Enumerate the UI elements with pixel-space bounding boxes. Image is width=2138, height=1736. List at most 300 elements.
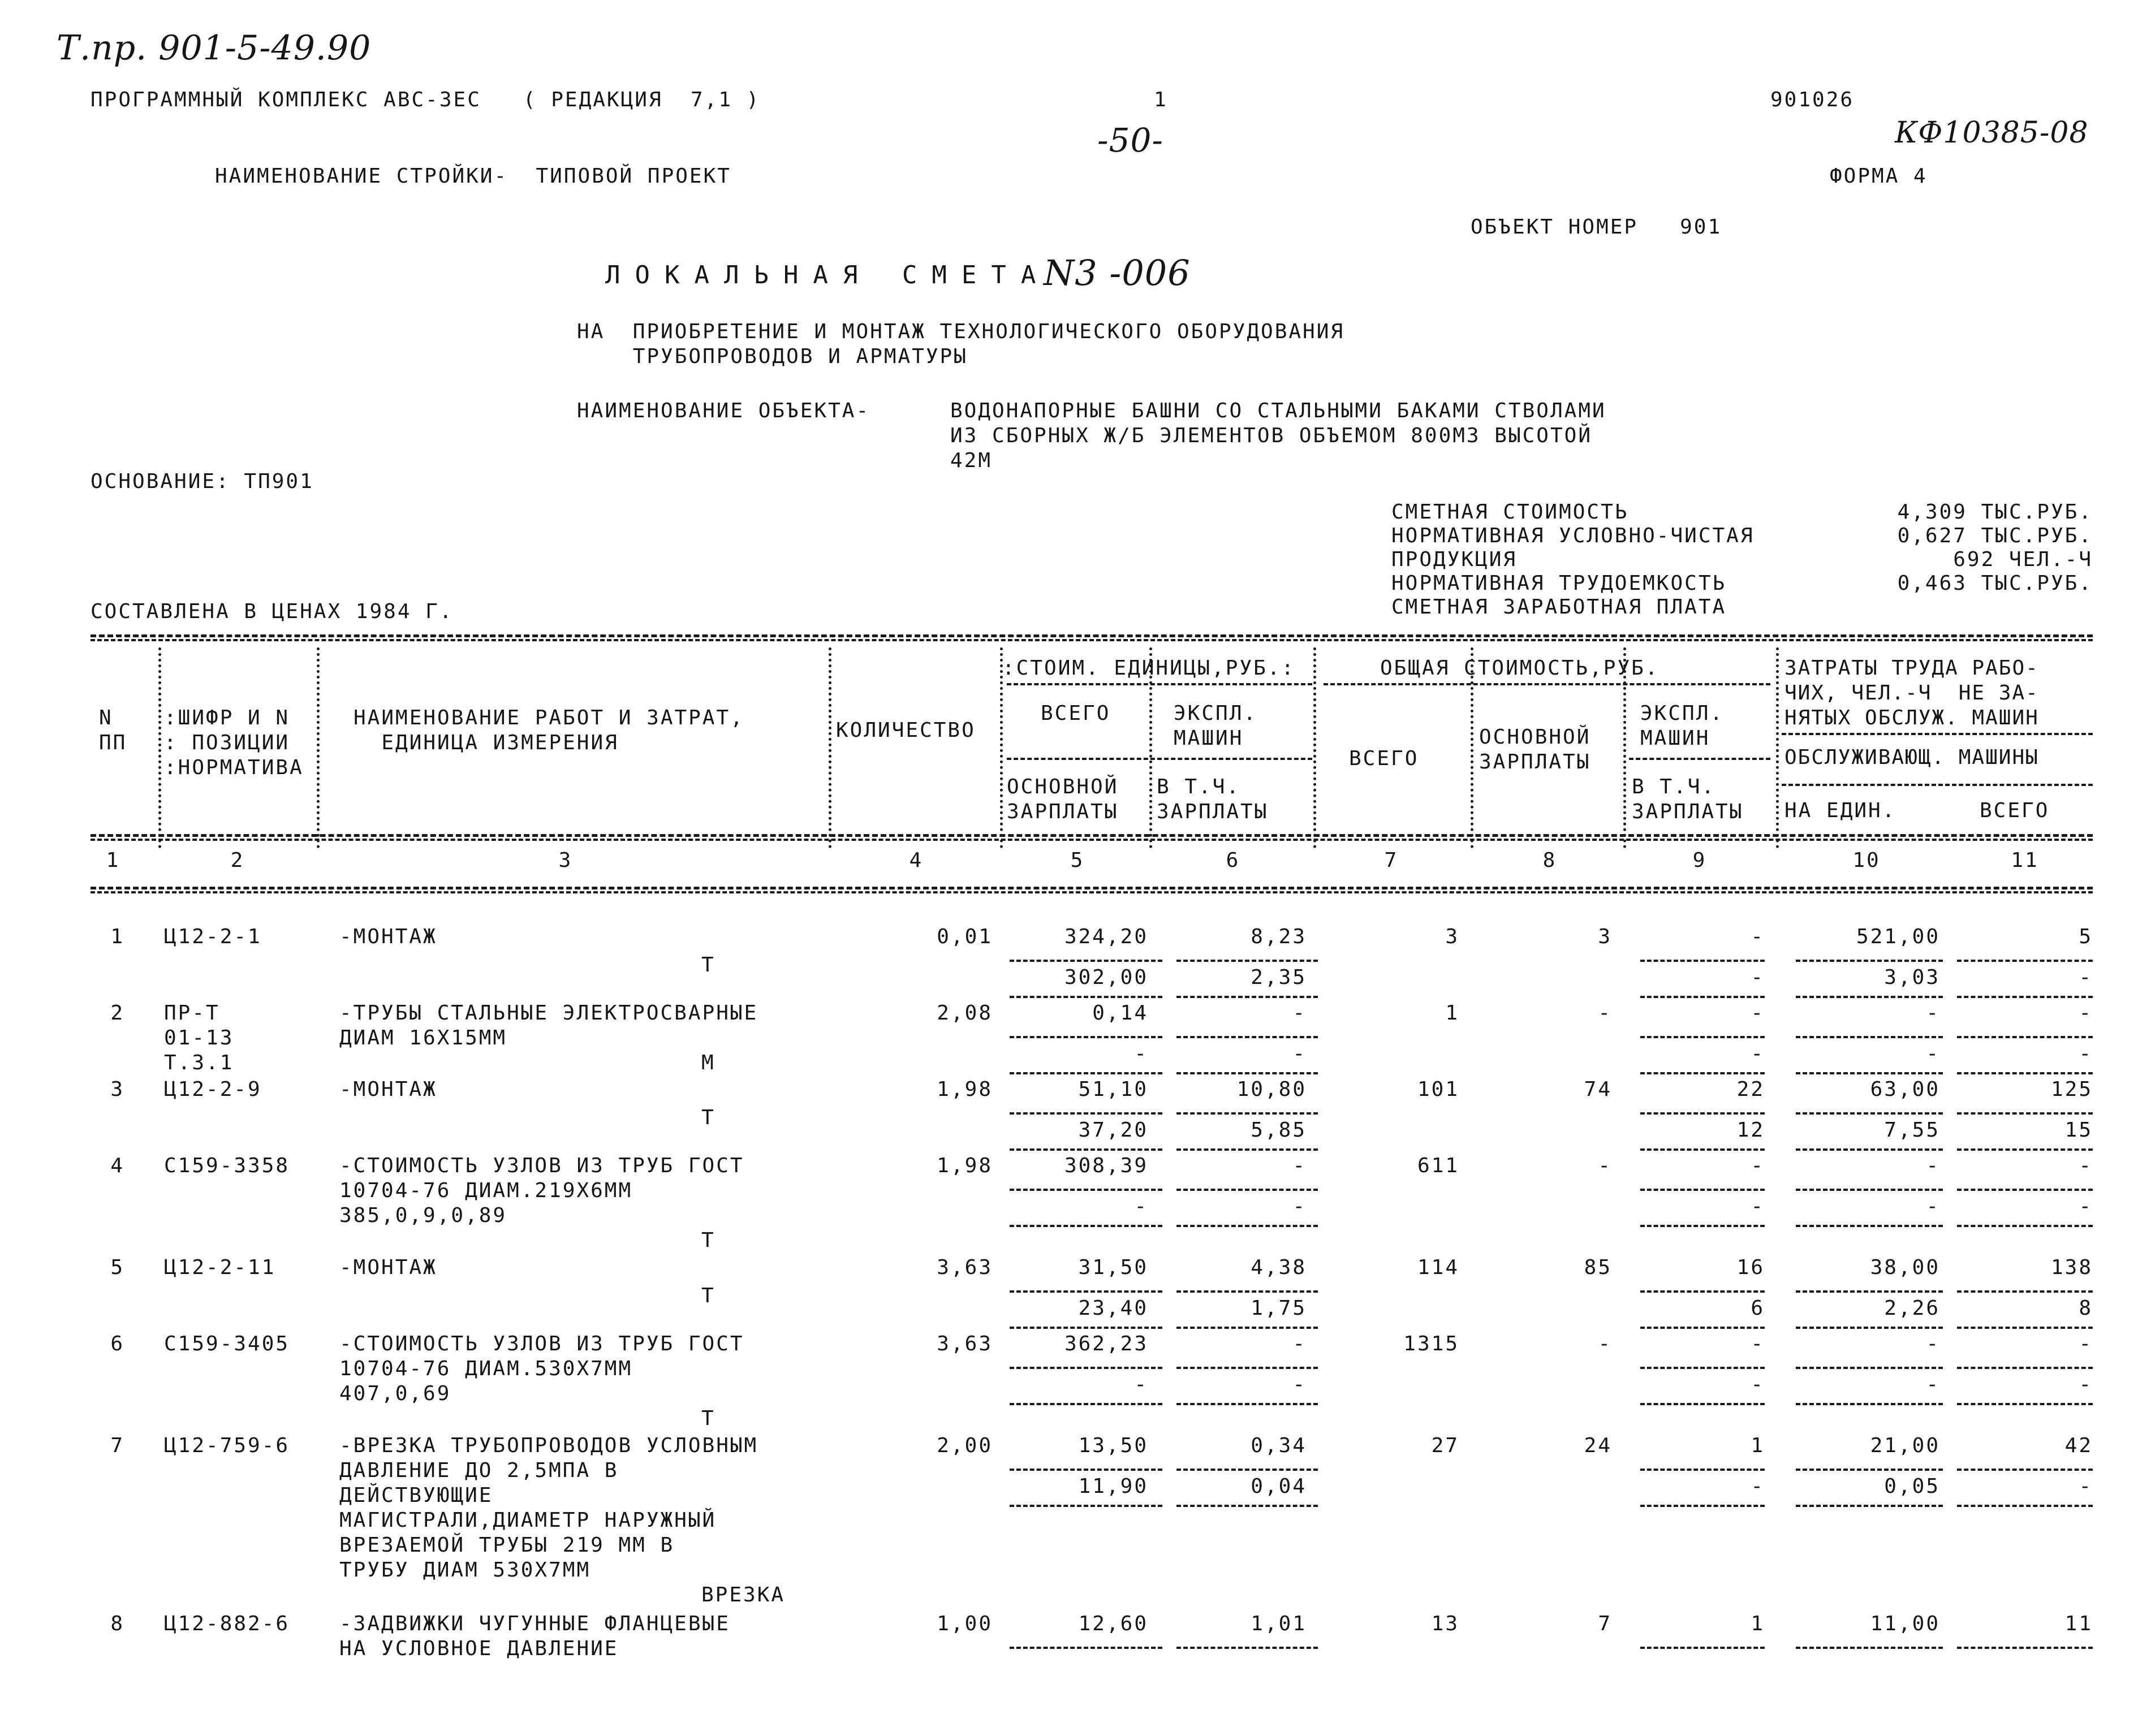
cell-rule (1796, 1112, 1943, 1115)
row-unit: Т (701, 1284, 715, 1307)
cell-c6-lower: - (1292, 1042, 1307, 1065)
header-col-1 (99, 656, 127, 755)
cell-rule (1176, 960, 1318, 962)
row-code: С159-3405 (164, 1332, 290, 1355)
cell-c11: 125 (2050, 1078, 2093, 1101)
cell-rule (1640, 1290, 1765, 1293)
cell-rule (1640, 996, 1765, 998)
row-name: -СТОИМОСТЬ УЗЛОВ ИЗ ТРУБ ГОСТ (339, 1332, 744, 1355)
handwritten-page-number: -50- (1097, 121, 1163, 159)
cell-c8: 3 (1598, 925, 1612, 948)
cell-rule (1010, 1189, 1162, 1191)
cell-rule (1796, 1225, 1943, 1227)
program-name: ПРОГРАММНЫЙ КОМПЛЕКС АВС-3ЕС ( РЕДАКЦИЯ 7,1 ) (90, 88, 761, 111)
cell-c9: - (1751, 925, 1765, 948)
purpose-line: НА ПРИОБРЕТЕНИЕ И МОНТАЖ ТЕХНОЛОГИЧЕСКОГО ОБОРУДОВАНИЯ (577, 320, 1345, 343)
cell-c10: - (1926, 1332, 1940, 1355)
cell-c11: - (2079, 1154, 2093, 1177)
document-title: ЛОКАЛЬНАЯ СМЕТА (605, 261, 1051, 290)
column-number: 2 (230, 849, 245, 872)
cell-c10: 11,00 (1870, 1612, 1940, 1635)
cell-rule (1010, 1403, 1162, 1405)
column-number: 7 (1384, 849, 1399, 872)
cell-rule (1176, 1036, 1318, 1038)
header-rule (1007, 683, 1312, 685)
header-text: МАШИН (1640, 727, 1710, 750)
cell-rule (1176, 1327, 1318, 1329)
header-total-cost: ОБЩАЯ СТОИМОСТЬ,РУБ. (1380, 657, 1659, 680)
header-text: НАИМЕНОВАНИЕ РАБОТ И ЗАТРАТ, (354, 706, 744, 729)
cell-rule (1957, 1327, 2093, 1329)
cell-rule (1010, 1367, 1162, 1369)
row-number: 3 (110, 1078, 124, 1101)
header-c9-top (1640, 701, 1724, 751)
cell-c9: - (1751, 1001, 1765, 1025)
header-text: НЯТЫХ ОБСЛУЖ. МАШИН (1784, 706, 2039, 729)
row-name: ДИАМ 16Х15ММ (339, 1026, 507, 1050)
cell-c8: - (1598, 1332, 1612, 1355)
cell-rule (1010, 1290, 1162, 1293)
cell-c11-lower: 15 (2064, 1119, 2093, 1142)
cell-c11-lower: - (2079, 966, 2093, 989)
cell-c7: 3 (1445, 925, 1459, 948)
cell-c5: 0,14 (1092, 1001, 1148, 1025)
cell-c11: - (2079, 1001, 2093, 1025)
header-quantity: КОЛИЧЕСТВО (836, 719, 976, 742)
summary-value: 0,627 ТЫС.РУБ. (1897, 524, 2093, 547)
cell-rule (1796, 1505, 1943, 1507)
summary-value: 692 ЧЕЛ.-Ч (1953, 548, 2093, 571)
cell-c5: 31,50 (1078, 1256, 1148, 1279)
cell-rule (1176, 996, 1318, 998)
row-unit: М (701, 1051, 715, 1074)
header-text: ОСНОВНОЙ (1007, 775, 1119, 798)
cell-c9-lower: 6 (1751, 1297, 1765, 1320)
construction-name: НАИМЕНОВАНИЕ СТРОЙКИ- ТИПОВОЙ ПРОЕКТ (215, 165, 731, 188)
cell-c10: - (1926, 1154, 1940, 1177)
cell-rule (1796, 960, 1943, 962)
object-label: НАИМЕНОВАНИЕ ОБЪЕКТА- (577, 399, 870, 422)
row-name: -МОНТАЖ (339, 1078, 437, 1101)
cell-rule (1010, 1112, 1162, 1115)
row-name: -ТРУБЫ СТАЛЬНЫЕ ЭЛЕКТРОСВАРНЫЕ (339, 1001, 758, 1025)
summary-label: СМЕТНАЯ ЗАРАБОТНАЯ ПЛАТА (1391, 595, 1727, 619)
header-rule (1007, 758, 1312, 760)
cell-c6-lower: - (1292, 1373, 1307, 1396)
column-separator (1313, 647, 1316, 848)
header-c5-bottom (1007, 775, 1118, 824)
row-code: Ц12-2-1 (164, 925, 262, 948)
cell-rule (1010, 960, 1162, 962)
header-rule (1782, 733, 2093, 735)
header-c6-bottom (1157, 775, 1268, 824)
header-col-2 (164, 656, 304, 780)
header-c5-total: ВСЕГО (1041, 702, 1111, 725)
column-numbers-rule (90, 887, 2093, 889)
object-name-line: ИЗ СБОРНЫХ Ж/Б ЭЛЕМЕНТОВ ОБЪЕМОМ 800М3 ВЫСОТОЙ (950, 424, 1592, 447)
cell-rule (1640, 1148, 1765, 1151)
header-rule (1629, 758, 1770, 760)
cell-rule (1176, 1469, 1318, 1471)
row-unit: Т (701, 953, 715, 977)
cell-c7: 27 (1431, 1434, 1459, 1457)
cell-rule (1010, 996, 1162, 998)
cell-rule (1176, 1403, 1318, 1405)
row-name: 407,0,69 (339, 1382, 451, 1405)
cell-rule (1010, 1036, 1162, 1038)
row-name: -ЗАДВИЖКИ ЧУГУННЫЕ ФЛАНЦЕВЫЕ (339, 1612, 730, 1635)
handwritten-project-code: Т.пр. 901-5-49.90 (57, 28, 372, 68)
row-code: Ц12-882-6 (164, 1612, 290, 1635)
cell-c5: 51,10 (1078, 1078, 1148, 1101)
summary-value: 4,309 ТЫС.РУБ. (1897, 500, 2093, 524)
cell-c9: 1 (1751, 1612, 1765, 1635)
cell-rule (1957, 960, 2093, 962)
program-code: 901026 (1770, 88, 1855, 111)
column-number: 3 (558, 849, 573, 872)
cell-qty: 1,98 (937, 1154, 993, 1177)
cell-rule (1796, 1189, 1943, 1191)
purpose-line: ТРУБОПРОВОДОВ И АРМАТУРЫ (577, 345, 968, 368)
header-text: ЧИХ, ЧЕЛ.-Ч НЕ ЗА- (1784, 681, 2039, 705)
header-c6-top (1174, 701, 1257, 751)
header-bottom-rule (90, 834, 2093, 837)
cell-c8: 85 (1584, 1256, 1612, 1279)
cell-c10: 63,00 (1870, 1078, 1940, 1101)
cell-c6-lower: 0,04 (1251, 1475, 1307, 1498)
cell-rule (1957, 1112, 2093, 1115)
header-text: : ПОЗИЦИИ (164, 731, 290, 754)
cell-rule (1957, 1148, 2093, 1151)
column-number: 1 (106, 849, 120, 872)
cell-rule (1796, 1327, 1943, 1329)
row-number: 1 (110, 925, 124, 948)
cell-c6: - (1292, 1332, 1307, 1355)
cell-c8: 24 (1584, 1434, 1612, 1457)
cell-c11: 11 (2064, 1612, 2093, 1635)
cell-rule (1010, 1505, 1162, 1507)
cell-rule (1957, 1036, 2093, 1038)
cell-c6-lower: - (1292, 1195, 1307, 1218)
cell-c10: 521,00 (1856, 925, 1940, 948)
cell-c10: - (1926, 1001, 1940, 1025)
header-bottom-rule-2 (90, 839, 2093, 841)
header-c8 (1479, 725, 1590, 775)
cell-c5: 324,20 (1064, 925, 1148, 948)
row-number: 7 (110, 1434, 124, 1457)
cell-c7: 13 (1431, 1612, 1459, 1635)
estimate-purpose (577, 319, 1344, 369)
summary-label: СМЕТНАЯ СТОИМОСТЬ (1391, 500, 1629, 524)
cell-rule (1957, 1367, 2093, 1369)
cell-rule (1640, 1647, 1765, 1649)
cell-c9-lower: - (1751, 1475, 1765, 1498)
row-number: 6 (110, 1332, 124, 1355)
row-name: -МОНТАЖ (339, 925, 437, 948)
cell-c6: - (1292, 1001, 1307, 1025)
cell-c6: 10,80 (1236, 1078, 1307, 1101)
cell-c10-lower: 7,55 (1884, 1119, 1940, 1142)
cell-rule (1957, 1403, 2093, 1405)
cell-c5-lower: 302,00 (1064, 966, 1148, 989)
cell-c9: - (1751, 1332, 1765, 1355)
cell-c10-lower: 3,03 (1884, 966, 1940, 989)
column-number: 9 (1692, 849, 1707, 872)
cell-rule (1176, 1505, 1318, 1507)
cell-rule (1796, 1072, 1943, 1074)
cell-c6: 8,23 (1251, 925, 1307, 948)
header-col-3 (354, 706, 744, 755)
header-labor (1784, 656, 2039, 731)
row-name: НА УСЛОВНОЕ ДАВЛЕНИЕ (339, 1637, 619, 1660)
summary-values (1810, 500, 2093, 595)
cell-c7: 1 (1445, 1001, 1459, 1025)
cell-rule (1640, 1112, 1765, 1115)
cell-rule (1957, 1505, 2093, 1507)
object-name-line: ВОДОНАПОРНЫЕ БАШНИ СО СТАЛЬНЫМИ БАКАМИ СТВОЛАМИ (950, 399, 1606, 422)
cell-rule (1010, 1225, 1162, 1227)
cell-c5-lower: - (1134, 1042, 1148, 1065)
summary-label: ПРОДУКЦИЯ (1391, 548, 1518, 571)
header-c7: ВСЕГО (1349, 747, 1419, 770)
cell-qty: 3,63 (937, 1256, 993, 1279)
handwritten-estimate-number: N3 -006 (1044, 252, 1191, 293)
cell-rule (1796, 1036, 1943, 1038)
cell-c9-lower: - (1751, 966, 1765, 989)
header-text: ЗАРПЛАТЫ (1479, 750, 1591, 774)
row-number: 5 (110, 1256, 124, 1279)
column-numbers-rule-2 (90, 891, 2093, 893)
cell-rule (1640, 1036, 1765, 1038)
cell-c5-lower: - (1134, 1373, 1148, 1396)
cell-c6-lower: 2,35 (1251, 966, 1307, 989)
cell-rule (1640, 1505, 1765, 1507)
column-separator (317, 647, 320, 848)
cell-rule (1176, 1290, 1318, 1293)
cell-rule (1957, 1647, 2093, 1649)
column-separator (829, 647, 831, 848)
row-name: ДЕЙСТВУЮЩИЕ (339, 1484, 493, 1507)
object-number: ОБЪЕКТ НОМЕР 901 (1471, 215, 1722, 239)
cell-rule (1640, 1367, 1765, 1369)
price-basis: СОСТАВЛЕНА В ЦЕНАХ 1984 Г. (90, 600, 454, 623)
row-name: 10704-76 ДИАМ.530Х7ММ (339, 1357, 633, 1380)
row-code: Т.3.1 (164, 1051, 234, 1074)
cell-c6: - (1292, 1154, 1307, 1177)
cell-c6: 1,01 (1251, 1612, 1307, 1635)
row-name: ДАВЛЕНИЕ ДО 2,5МПА В (339, 1459, 619, 1482)
cell-c9: 1 (1751, 1434, 1765, 1457)
row-unit: ВРЕЗКА (701, 1583, 786, 1607)
cell-c11: 42 (2064, 1434, 2093, 1457)
cell-c10-lower: 0,05 (1884, 1475, 1940, 1498)
cell-qty: 3,63 (937, 1332, 993, 1355)
cell-rule (1176, 1225, 1318, 1227)
header-text: :НОРМАТИВА (164, 756, 304, 779)
cell-rule (1176, 1367, 1318, 1369)
cell-c9-lower: 12 (1736, 1119, 1765, 1142)
header-text: ЗАРПЛАТЫ (1007, 800, 1119, 823)
header-unit-cost: :СТОИМ. ЕДИНИЦЫ,РУБ.: (1002, 657, 1296, 680)
header-text: ЕДИНИЦА ИЗМЕРЕНИЯ (354, 731, 619, 754)
cell-c5: 13,50 (1078, 1434, 1148, 1457)
column-separator (1776, 647, 1779, 848)
row-code: 01-13 (164, 1026, 234, 1050)
cell-c11: 138 (2050, 1256, 2093, 1279)
cell-rule (1176, 1647, 1318, 1649)
cell-c10-lower: 2,26 (1884, 1297, 1940, 1320)
row-name: 385,0,9,0,89 (339, 1204, 507, 1227)
row-unit: Т (701, 1229, 715, 1252)
cell-rule (1957, 1072, 2093, 1074)
cell-c10-lower: - (1926, 1042, 1940, 1065)
cell-c11: - (2079, 1332, 2093, 1355)
cell-rule (1796, 1367, 1943, 1369)
cell-qty: 1,00 (937, 1612, 993, 1635)
header-text: ОСНОВНОЙ (1479, 726, 1591, 749)
cell-c9-lower: - (1751, 1042, 1765, 1065)
cell-c9-lower: - (1751, 1373, 1765, 1396)
cell-c11-lower: - (2079, 1195, 2093, 1218)
cell-c11-lower: - (2079, 1373, 2093, 1396)
row-name: МАГИСТРАЛИ,ДИАМЕТР НАРУЖНЫЙ (339, 1509, 717, 1532)
row-code: Ц12-2-11 (164, 1256, 276, 1279)
cell-c11-lower: 8 (2079, 1297, 2093, 1320)
cell-rule (1957, 1189, 2093, 1191)
header-rule (1782, 784, 2093, 786)
cell-rule (1176, 1189, 1318, 1191)
row-name: -ВРЕЗКА ТРУБОПРОВОДОВ УСЛОВНЫМ (339, 1434, 758, 1457)
cell-rule (1796, 1290, 1943, 1293)
cell-c6: 4,38 (1251, 1256, 1307, 1279)
row-code: ПР-Т (164, 1001, 220, 1025)
row-name: -МОНТАЖ (339, 1256, 437, 1279)
column-number: 5 (1070, 849, 1085, 872)
row-name: -СТОИМОСТЬ УЗЛОВ ИЗ ТРУБ ГОСТ (339, 1154, 744, 1177)
header-rule (1324, 683, 1770, 685)
cell-c6: 0,34 (1251, 1434, 1307, 1457)
cell-rule (1640, 1072, 1765, 1074)
cell-c10: 21,00 (1870, 1434, 1940, 1457)
column-separator (158, 647, 161, 848)
cell-rule (1640, 960, 1765, 962)
cell-c7: 1315 (1403, 1332, 1459, 1355)
cell-rule (1640, 1469, 1765, 1471)
cell-rule (1957, 1290, 2093, 1293)
header-text: В Т.Ч. (1157, 775, 1241, 798)
cell-c10: 38,00 (1870, 1256, 1940, 1279)
header-text: ЗАРПЛАТЫ (1157, 800, 1269, 823)
cell-rule (1176, 1072, 1318, 1074)
header-c9-bottom (1632, 775, 1743, 824)
cell-rule (1796, 1148, 1943, 1151)
object-name-line: 42М (950, 449, 993, 472)
header-text: ЭКСПЛ. (1174, 702, 1258, 725)
cell-rule (1957, 1469, 2093, 1471)
cell-rule (1010, 1647, 1162, 1649)
summary-label: НОРМАТИВНАЯ УСЛОВНО-ЧИСТАЯ (1391, 524, 1755, 547)
cell-c10-lower: - (1926, 1195, 1940, 1218)
cell-c11-lower: - (2079, 1042, 2093, 1065)
row-code: Ц12-2-9 (164, 1078, 262, 1101)
column-number: 4 (909, 849, 924, 872)
row-unit: Т (701, 1106, 715, 1129)
column-number: 8 (1542, 849, 1557, 872)
cell-c9: 22 (1736, 1078, 1765, 1101)
cell-c11: 5 (2079, 925, 2093, 948)
cell-rule (1796, 996, 1943, 998)
table-top-rule-2 (90, 639, 2093, 641)
cell-c7: 611 (1417, 1154, 1459, 1177)
handwritten-document-number: КФ10385-08 (1895, 116, 2089, 150)
header-labor-machines: ОБСЛУЖИВАЮЩ. МАШИНЫ (1784, 746, 2039, 769)
cell-c9-lower: - (1751, 1195, 1765, 1218)
cell-rule (1010, 1327, 1162, 1329)
cell-rule (1640, 1327, 1765, 1329)
cell-qty: 0,01 (937, 925, 993, 948)
header-text: :ШИФР И N (164, 706, 290, 729)
row-name: 10704-76 ДИАМ.219Х6ММ (339, 1179, 633, 1202)
cell-rule (1640, 1403, 1765, 1405)
cell-c5: 362,23 (1064, 1332, 1148, 1355)
cell-c5-lower: 11,90 (1078, 1475, 1148, 1498)
cell-c5-lower: - (1134, 1195, 1148, 1218)
cell-rule (1796, 1647, 1943, 1649)
cell-c9: - (1751, 1154, 1765, 1177)
summary-labels (1391, 500, 1755, 619)
header-text: В Т.Ч. (1632, 775, 1716, 798)
cell-qty: 2,00 (937, 1434, 993, 1457)
cell-c7: 114 (1417, 1256, 1459, 1279)
cell-rule (1796, 1469, 1943, 1471)
cell-c5: 308,39 (1064, 1154, 1148, 1177)
row-code: С159-3358 (164, 1154, 290, 1177)
cell-c7: 101 (1417, 1078, 1459, 1101)
cell-c5-lower: 23,40 (1078, 1297, 1148, 1320)
row-unit: Т (701, 1407, 715, 1430)
object-name (950, 399, 1606, 473)
cell-rule (1957, 996, 2093, 998)
row-name: ТРУБУ ДИАМ 530Х7ММ (339, 1558, 591, 1582)
cell-qty: 2,08 (937, 1001, 993, 1025)
form-number: ФОРМА 4 (1830, 165, 1928, 188)
row-number: 8 (110, 1612, 124, 1635)
column-number: 11 (2011, 849, 2039, 872)
row-number: 2 (110, 1001, 124, 1025)
cell-c9: 16 (1736, 1256, 1765, 1279)
header-text: N (99, 706, 113, 729)
cell-rule (1176, 1148, 1318, 1151)
sheet-number: 1 (1154, 88, 1168, 111)
header-c11: ВСЕГО (1980, 799, 2050, 822)
header-text: МАШИН (1174, 727, 1244, 750)
summary-value: 0,463 ТЫС.РУБ. (1897, 572, 2093, 595)
table-top-rule (90, 634, 2093, 637)
summary-label: НОРМАТИВНАЯ ТРУДОЕМКОСТЬ (1391, 572, 1727, 595)
cell-c5-lower: 37,20 (1078, 1119, 1148, 1142)
header-text: ЭКСПЛ. (1640, 702, 1725, 725)
cell-rule (1640, 1225, 1765, 1227)
row-name: ВРЕЗАЕМОЙ ТРУБЫ 219 ММ В (339, 1534, 675, 1557)
row-number: 4 (110, 1154, 124, 1177)
header-text: ЗАРПЛАТЫ (1632, 800, 1744, 823)
cell-rule (1010, 1148, 1162, 1151)
cell-c6-lower: 1,75 (1251, 1297, 1307, 1320)
column-number: 10 (1852, 849, 1881, 872)
header-text: ПП (99, 731, 127, 754)
cell-c8: - (1598, 1001, 1612, 1025)
cell-rule (1957, 1225, 2093, 1227)
